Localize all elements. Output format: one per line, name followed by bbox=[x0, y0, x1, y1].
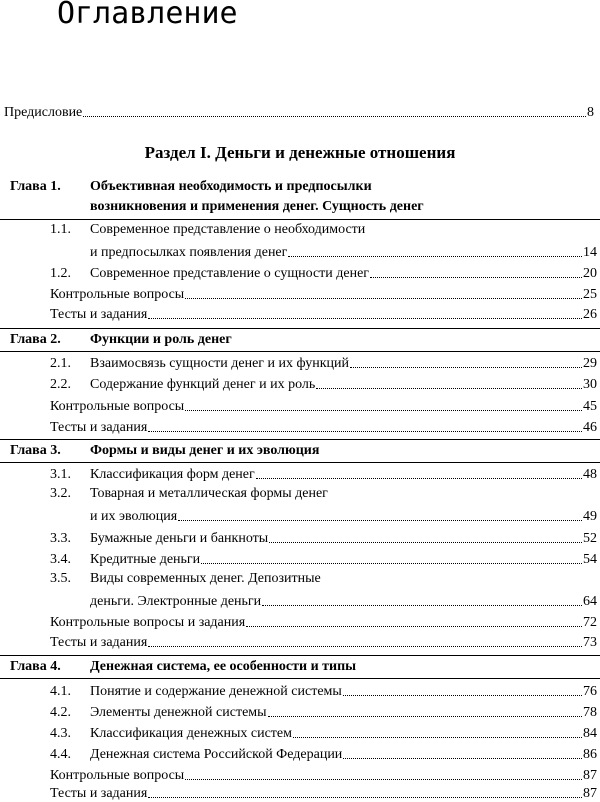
page-title: Оглавление bbox=[57, 0, 238, 31]
dot-leader bbox=[350, 367, 582, 368]
dot-leader bbox=[370, 277, 582, 278]
toc-entry-number: 3.4. bbox=[50, 552, 71, 567]
toc-entry-label: Тесты и задания bbox=[50, 420, 148, 435]
toc-entry-page: 48 bbox=[583, 467, 597, 482]
toc-entry[interactable] bbox=[50, 262, 597, 282]
divider bbox=[0, 655, 600, 656]
toc-entry-number: 3.1. bbox=[50, 467, 71, 482]
divider bbox=[0, 439, 600, 440]
toc-entry-page: 87 bbox=[583, 768, 597, 783]
dot-leader bbox=[148, 646, 582, 647]
toc-entry[interactable] bbox=[50, 416, 597, 436]
toc-entry-label[interactable]: Товарная и металлическая формы денег bbox=[90, 486, 328, 501]
toc-entry-number: 2.1. bbox=[50, 356, 71, 371]
dot-leader bbox=[316, 388, 582, 389]
toc-entry-page: 29 bbox=[583, 356, 597, 371]
toc-entry-page: 76 bbox=[583, 684, 597, 699]
toc-entry-page: 8 bbox=[587, 105, 594, 120]
toc-entry-number: 4.4. bbox=[50, 747, 71, 762]
toc-entry-page: 14 bbox=[583, 245, 597, 260]
toc-entry-page: 72 bbox=[583, 615, 597, 630]
dot-leader bbox=[343, 758, 582, 759]
toc-entry-page: 54 bbox=[583, 552, 597, 567]
toc-entry-number: 4.3. bbox=[50, 726, 71, 741]
divider bbox=[0, 678, 600, 679]
toc-entry-label: Классификация денежных систем bbox=[90, 726, 292, 741]
toc-entry-number: 1.2. bbox=[50, 266, 71, 281]
toc-entry-label: Тесты и задания bbox=[50, 635, 148, 650]
chapter-number: Глава 4. bbox=[10, 659, 61, 674]
toc-entry-page: 20 bbox=[583, 266, 597, 281]
chapter-heading[interactable] bbox=[10, 177, 595, 217]
toc-entry[interactable] bbox=[50, 395, 597, 415]
toc-entry[interactable] bbox=[50, 527, 597, 547]
toc-entry[interactable] bbox=[90, 505, 597, 525]
toc-entry-number: 1.1. bbox=[50, 222, 71, 237]
toc-entry-page: 78 bbox=[583, 705, 597, 720]
toc-entry[interactable] bbox=[50, 463, 597, 483]
divider bbox=[0, 219, 600, 220]
chapter-heading[interactable] bbox=[10, 657, 595, 677]
toc-entry-preface[interactable] bbox=[4, 101, 594, 121]
toc-entry-page: 52 bbox=[583, 531, 597, 546]
chapter-title-line: Объективная необходимость и предпосылки bbox=[90, 179, 372, 194]
chapter-title bbox=[90, 177, 590, 217]
chapter-number: Глава 3. bbox=[10, 443, 61, 458]
toc-entry-page: 26 bbox=[583, 307, 597, 322]
dot-leader bbox=[148, 318, 582, 319]
toc-entry-label: Тесты и задания bbox=[50, 307, 148, 322]
toc-entry-number: 4.1. bbox=[50, 684, 71, 699]
dot-leader bbox=[343, 695, 582, 696]
dot-leader bbox=[185, 779, 582, 780]
toc-entry-label[interactable]: Виды современных денег. Депозитные bbox=[90, 571, 321, 586]
chapter-title: Денежная система, ее особенности и типы bbox=[90, 659, 357, 674]
toc-entry-label: Современное представление о сущности денег bbox=[90, 266, 370, 281]
toc-entry-label[interactable]: Современное представление о необходимости bbox=[90, 222, 366, 237]
toc-entry-label: Классификация форм денег bbox=[90, 467, 255, 482]
toc-entry-page: 25 bbox=[583, 287, 597, 302]
toc-entry-label: Взаимосвязь сущности денег и их функций bbox=[90, 356, 350, 371]
toc-entry-number: 4.2. bbox=[50, 705, 71, 720]
toc-entry-number: 3.3. bbox=[50, 531, 71, 546]
toc-entry-label: Контрольные вопросы bbox=[50, 399, 185, 414]
dot-leader bbox=[293, 737, 582, 738]
toc-entry-label: Понятие и содержание денежной системы bbox=[90, 684, 342, 699]
toc-entry-page: 86 bbox=[583, 747, 597, 762]
dot-leader bbox=[256, 478, 582, 479]
toc-entry[interactable] bbox=[90, 241, 597, 261]
toc-entry-page: 49 bbox=[583, 509, 597, 524]
toc-entry[interactable] bbox=[50, 722, 597, 742]
dot-leader bbox=[148, 431, 582, 432]
toc-entry[interactable] bbox=[50, 701, 597, 721]
chapter-heading[interactable] bbox=[10, 441, 595, 461]
toc-entry[interactable] bbox=[50, 373, 597, 393]
dot-leader bbox=[268, 716, 582, 717]
toc-entry-page: 30 bbox=[583, 377, 597, 392]
dot-leader bbox=[178, 520, 582, 521]
toc-entry[interactable] bbox=[50, 611, 597, 631]
toc-entry[interactable] bbox=[50, 631, 597, 651]
toc-entry-label: Контрольные вопросы bbox=[50, 768, 185, 783]
chapter-title-line: возникновения и применения денег. Сущность денег bbox=[90, 199, 424, 214]
section-heading: Раздел I. Деньги и денежные отношения bbox=[144, 143, 456, 162]
dot-leader bbox=[185, 410, 582, 411]
dot-leader bbox=[269, 542, 582, 543]
toc-entry-label: деньги. Электронные деньги bbox=[90, 594, 262, 609]
divider bbox=[0, 328, 600, 329]
toc-entry-label: Предисловие bbox=[4, 105, 83, 120]
toc-entry-label: Элементы денежной системы bbox=[90, 705, 267, 720]
toc-entry[interactable] bbox=[50, 303, 597, 323]
dot-leader bbox=[201, 563, 582, 564]
chapter-heading[interactable] bbox=[10, 330, 595, 350]
toc-entry-label: Контрольные вопросы и задания bbox=[50, 615, 246, 630]
toc-entry-number: 2.2. bbox=[50, 377, 71, 392]
toc-entry[interactable] bbox=[90, 590, 597, 610]
toc-entry-page: 87 bbox=[583, 786, 597, 801]
toc-entry-label: Содержание функций денег и их роль bbox=[90, 377, 316, 392]
toc-entry-page: 84 bbox=[583, 726, 597, 741]
chapter-number: Глава 1. bbox=[10, 179, 61, 194]
toc-entry-label: Тесты и задания bbox=[50, 786, 148, 801]
toc-entry-page: 46 bbox=[583, 420, 597, 435]
toc-entry-label: Денежная система Российской Федерации bbox=[90, 747, 343, 762]
dot-leader bbox=[83, 116, 586, 117]
toc-entry[interactable] bbox=[50, 782, 597, 802]
toc-entry-label: Бумажные деньги и банкноты bbox=[90, 531, 269, 546]
dot-leader bbox=[288, 256, 582, 257]
toc-entry[interactable] bbox=[50, 283, 597, 303]
toc-entry-label: Кредитные деньги bbox=[90, 552, 201, 567]
toc-entry[interactable] bbox=[50, 764, 597, 784]
toc-entry-number: 3.5. bbox=[50, 571, 71, 586]
toc-entry-label: и их эволюция bbox=[90, 509, 178, 524]
toc-entry-page: 73 bbox=[583, 635, 597, 650]
toc-entry[interactable] bbox=[50, 743, 597, 763]
toc-entry[interactable] bbox=[50, 680, 597, 700]
toc-entry[interactable] bbox=[50, 548, 597, 568]
chapter-title: Функции и роль денег bbox=[90, 332, 232, 347]
chapter-number: Глава 2. bbox=[10, 332, 61, 347]
toc-entry-label: Контрольные вопросы bbox=[50, 287, 185, 302]
toc-entry-page: 64 bbox=[583, 594, 597, 609]
toc-entry[interactable] bbox=[50, 352, 597, 372]
toc-entry-page: 45 bbox=[583, 399, 597, 414]
chapter-title: Формы и виды денег и их эволюция bbox=[90, 443, 320, 458]
dot-leader bbox=[246, 626, 582, 627]
dot-leader bbox=[185, 298, 582, 299]
dot-leader bbox=[148, 797, 582, 798]
dot-leader bbox=[262, 605, 582, 606]
toc-entry-label: и предпосылках появления денег bbox=[90, 245, 288, 260]
toc-entry-number: 3.2. bbox=[50, 486, 71, 501]
